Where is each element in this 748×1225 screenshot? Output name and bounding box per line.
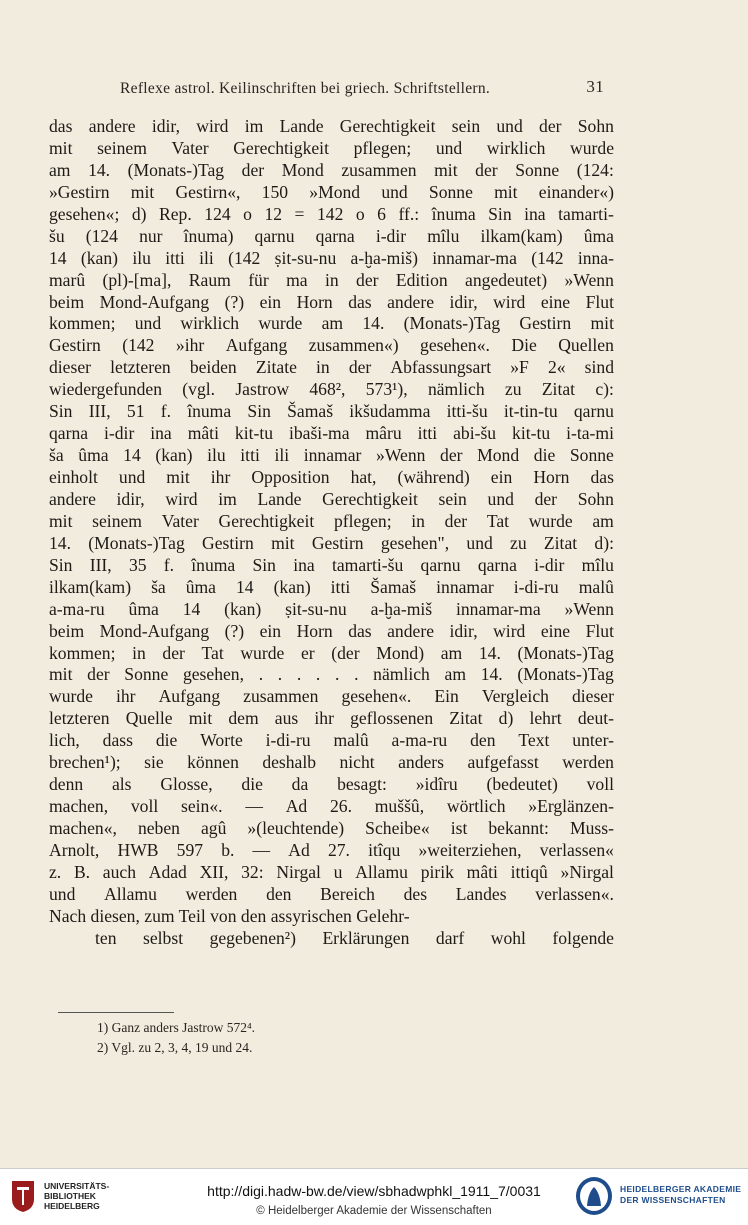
academy-name: HEIDELBERGER AKADEMIE DER WISSENSCHAFTEN (620, 1184, 742, 1205)
text-line: Gestirn (142 »ihr Aufgang zusammen«) gesehen«. Die Quellen (49, 335, 614, 356)
viewer-footer (0, 1168, 748, 1225)
text-line: marû (pl)-[ma], Raum für ma in der Edition angedeutet) »Wenn (49, 269, 614, 290)
text-line: Nach diesen, zum Teil von den assyrischen Gelehr- (49, 905, 410, 926)
text-line: ilkam(kam) ša ûma 14 (kan) itti Šamaš innamar i-di-ru malû (49, 576, 614, 597)
text-line: letzteren Quelle mit dem aus ihr geflossenen Zitat d) lehrt deut- (49, 708, 614, 729)
text-line: wurde ihr Aufgang zusammen gesehen«. Ein Vergleich dieser (49, 686, 614, 707)
footnote-rule (58, 1012, 174, 1013)
text-line: kommen; und wirklich wurde am 14. (Monats-)Tag Gestirn mit (49, 313, 614, 334)
page-number: 31 (586, 77, 604, 96)
text-line: ten selbst gegebenen²) Erklärungen darf wohl folgende (95, 927, 614, 948)
text-line: das andere idir, wird im Lande Gerechtigkeit sein und der Sohn (49, 116, 614, 136)
text-line: z. B. auch Adad XII, 32: Nirgal u Allamu pirik mâti ittiqû »Nirgal (49, 861, 614, 882)
text-line: und Allamu werden den Bereich des Landes verlassen«. (49, 883, 614, 904)
page-url-link[interactable]: http://digi.hadw-bw.de/view/sbhadwphkl_1911_7/0031 (207, 1183, 541, 1199)
running-title: Reflexe astrol. Keilinschriften bei griech. Schriftstellern. (120, 80, 491, 97)
text-line: Sin III, 51 f. înuma Sin Šamaš ikšudamma itti-šu it-tin-tu qarnu (49, 401, 614, 422)
text-line: lich, dass die Worte i-di-ru malû a-ma-ru den Text unter- (49, 730, 614, 751)
text-line: denn als Glosse, die da besagt: »idîru (bedeutet) voll (49, 774, 614, 795)
text-line: gesehen«; d) Rep. 124 o 12 = 142 o 6 ff.: înuma Sin ina tamarti- (49, 203, 614, 224)
text-line: mit seinem Vater Gerechtigkeit pflegen; und wirklich wurde (49, 137, 614, 158)
text-line: a-ma-ru ûma 14 (kan) ṣit-su-nu a-ḫa-miš innamar-ma »Wenn (49, 598, 614, 619)
text-line: ša ûma 14 (kan) ilu itti ili innamar »Wenn der Mond die Sonne (49, 445, 614, 466)
body-text (49, 116, 614, 950)
text-line: machen, voll sein«. — Ad 26. muššû, wörtlich »Erglänzen- (49, 796, 614, 817)
text-line: einholt und mit ihr Opposition hat, (während) ein Horn das (49, 467, 614, 487)
text-line: »Gestirn mit Gestirn«, 150 »Mond und Sonne mit einander«) (49, 181, 614, 202)
text-line: kommen; in der Tat wurde er (der Mond) am 14. (Monats-)Tag (49, 642, 614, 663)
footnotes (97, 1018, 255, 1058)
text-line: mit seinem Vater Gerechtigkeit pflegen; in der Tat wurde am (49, 510, 614, 531)
text-line: qarna i-dir ina mâti kit-tu ibaši-ma mâru itti abi-šu kit-tu i-ta-mi (49, 423, 614, 444)
text-line: machen«, neben agû »(leuchtende) Scheibe« ist bekannt: Muss- (49, 818, 614, 838)
text-line: Sin III, 35 f. înuma Sin ina tamarti-šu qarnu qarna i-dir mîlu (49, 554, 614, 575)
text-line: andere idir, wird im Lande Gerechtigkeit sein und der Sohn (49, 488, 614, 509)
text-line: 14 (kan) ilu itti ili (142 ṣit-su-nu a-ḫa-miš) innamar-ma (142 inna- (49, 247, 614, 268)
text-line: šu (124 nur înuma) qarnu qarna i-dir mîlu ilkam(kam) ûma (49, 225, 614, 246)
text-line: brechen¹); sie können deshalb nicht anders aufgefasst werden (49, 752, 614, 773)
text-line: am 14. (Monats-)Tag der Mond zusammen mit der Sonne (124: (49, 159, 614, 180)
text-line: 14. (Monats-)Tag Gestirn mit Gestirn gesehen", und zu Zitat d): (49, 532, 614, 553)
text-line: Arnolt, HWB 597 b. — Ad 27. itîqu »weiterziehen, verlassen« (49, 839, 614, 860)
footnote-1: 1) Ganz anders Jastrow 572⁴. (97, 1020, 256, 1035)
text-line: mit der Sonne gesehen, . . . . . . nämlich am 14. (Monats-)Tag (49, 664, 614, 685)
footnote-2: 2) Vgl. zu 2, 3, 4, 19 und 24. (97, 1040, 253, 1055)
academy-seal-icon (574, 1175, 614, 1217)
text-line: beim Mond-Aufgang (?) ein Horn das andere idir, wird eine Flut (49, 620, 614, 641)
university-library-name: UNIVERSITÄTS- BIBLIOTHEK HEIDELBERG (44, 1181, 110, 1211)
text-line: wiedergefunden (vgl. Jastrow 468², 573¹), nämlich zu Zitat c): (49, 379, 614, 400)
copyright-notice: © Heidelberger Akademie der Wissenschaften (256, 1205, 492, 1217)
running-header (120, 77, 604, 98)
text-line: dieser letzteren beiden Zitate in der Abfassungsart »F 2« sind (49, 357, 614, 378)
text-line: beim Mond-Aufgang (?) ein Horn das andere idir, wird eine Flut (49, 291, 614, 312)
